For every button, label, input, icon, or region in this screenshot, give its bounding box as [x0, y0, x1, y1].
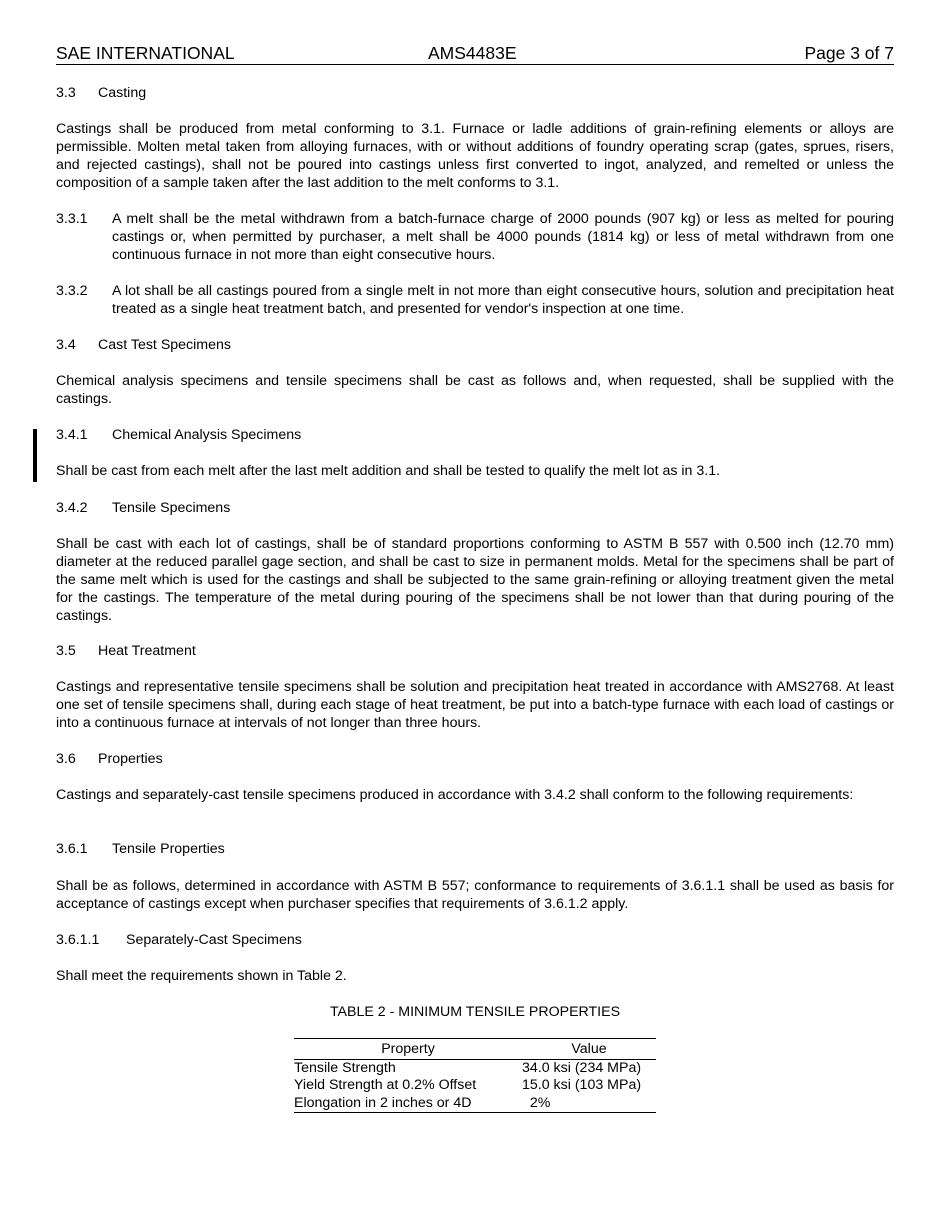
section-3-6-1-body: Shall be as follows, determined in accordance with ASTM B 557; conformance to requirements of 3.6.1.1 shall be used as basis for acceptance of castings except when purchaser specifies that requirements of 3.6.1.2 apply. — [56, 878, 894, 912]
section-3-3-1 — [56, 210, 894, 264]
section-title: Separately-Cast Specimens — [126, 932, 302, 948]
section-number: 3.6 — [56, 751, 76, 767]
section-3-4-body: Chemical analysis specimens and tensile specimens shall be cast as follows and, when requested, shall be supplied with the castings. — [56, 373, 894, 407]
section-body: A melt shall be the metal withdrawn from a batch-furnace charge of 2000 pounds (907 kg) or less as melted for pouring castings or, when permitted by purchaser, a melt shall be 4000 pounds (1814 kg) or less of metal withdrawn from one continuous furnace in not more than eight consecutive hours. — [112, 211, 894, 263]
value-cell: 2% — [522, 1095, 656, 1113]
section-title: Properties — [98, 751, 163, 767]
section-3-4-2-body: Shall be cast with each lot of castings, shall be of standard proportions conforming to ASTM B 557 with 0.500 inch (12.70 mm) diameter at the reduced parallel gage section, and shall be cast to size in permanent molds. Metal for the specimens shall be part of the same melt which is used for the castings and shall be subjected to the same grain-refining or alloying treatment given the metal for the castings. The temperature of the metal during pouring of the specimens shall be not lower than that during pouring of the castings. — [56, 536, 894, 624]
section-3-5-body: Castings and representative tensile specimens shall be solution and precipitation heat treated in accordance with AMS2768. At least one set of tensile specimens shall, during each stage of heat treatment, be put into a batch-type furnace with each load of castings or into a continuous furnace at intervals of not longer than three hours. — [56, 679, 894, 731]
table-row — [294, 1077, 656, 1095]
section-3-6-1-1-body: Shall meet the requirements shown in Table 2. — [56, 968, 347, 984]
section-number: 3.6.1.1 — [56, 932, 100, 948]
section-number: 3.6.1 — [56, 841, 88, 857]
section-title: Cast Test Specimens — [98, 337, 231, 353]
column-header-property: Property — [294, 1039, 522, 1060]
section-number: 3.3.2 — [56, 283, 88, 299]
section-title: Tensile Specimens — [112, 500, 231, 516]
section-3-6-1-heading — [56, 840, 894, 858]
header-page-number: Page 3 of 7 — [804, 43, 894, 63]
section-3-3-heading — [56, 84, 894, 102]
section-number: 3.4.2 — [56, 500, 88, 516]
section-title: Heat Treatment — [98, 643, 196, 659]
table-2-minimum-tensile-properties — [294, 1038, 656, 1113]
section-number: 3.4.1 — [56, 427, 88, 443]
property-cell: Tensile Strength — [294, 1059, 396, 1076]
section-3-5-heading — [56, 642, 894, 660]
section-3-4-2-heading — [56, 499, 894, 517]
value-cell: 34.0 ksi (234 MPa) — [522, 1059, 642, 1076]
section-number: 3.5 — [56, 643, 76, 659]
property-cell: Elongation in 2 inches or 4D — [294, 1095, 522, 1113]
section-number: 3.3.1 — [56, 211, 88, 227]
section-title: Chemical Analysis Specimens — [112, 427, 302, 443]
section-3-6-body: Castings and separately-cast tensile specimens produced in accordance with 3.4.2 shall conform to the following requirements: — [56, 787, 854, 803]
section-number: 3.4 — [56, 337, 76, 353]
page-header — [56, 42, 894, 65]
section-3-4-1-heading — [56, 426, 894, 444]
column-header-value: Value — [522, 1039, 656, 1060]
section-3-6-1-1-heading — [56, 931, 894, 949]
section-body: A lot shall be all castings poured from a single melt in not more than eight consecutive hours, solution and precipitation heat treated as a single heat treatment batch, and presented for vendor's inspection at one time. — [112, 283, 894, 317]
section-3-3-2 — [56, 282, 894, 318]
header-organization: SAE INTERNATIONAL — [56, 43, 235, 63]
section-3-6-heading — [56, 750, 894, 768]
table-row — [294, 1059, 656, 1077]
property-cell: Yield Strength at 0.2% Offset — [294, 1077, 477, 1093]
section-3-4-heading — [56, 336, 894, 354]
table-header-row — [294, 1039, 656, 1060]
table-row — [294, 1095, 656, 1113]
header-document-id: AMS4483E — [428, 43, 517, 63]
revision-change-bar — [33, 429, 37, 482]
value-cell: 15.0 ksi (103 MPa) — [522, 1077, 642, 1093]
section-title: Tensile Properties — [112, 841, 225, 857]
section-number: 3.3 — [56, 85, 76, 101]
section-3-4-1-body: Shall be cast from each melt after the last melt addition and shall be tested to qualify the melt lot as in 3.1. — [56, 463, 721, 479]
section-3-3-body: Castings shall be produced from metal conforming to 3.1. Furnace or ladle additions of grain-refining elements or alloys are permissible. Molten metal taken from alloying furnaces, with or without additions of foundry operating scrap (gates, sprues, risers, and rejected castings), shall not be poured into castings unless first converted to ingot, analyzed, and remelted or unless the composition of a sample taken after the last addition to the melt conforms to 3.1. — [56, 121, 894, 191]
section-title: Casting — [98, 85, 147, 101]
table-2-caption: TABLE 2 - MINIMUM TENSILE PROPERTIES — [329, 1004, 621, 1020]
